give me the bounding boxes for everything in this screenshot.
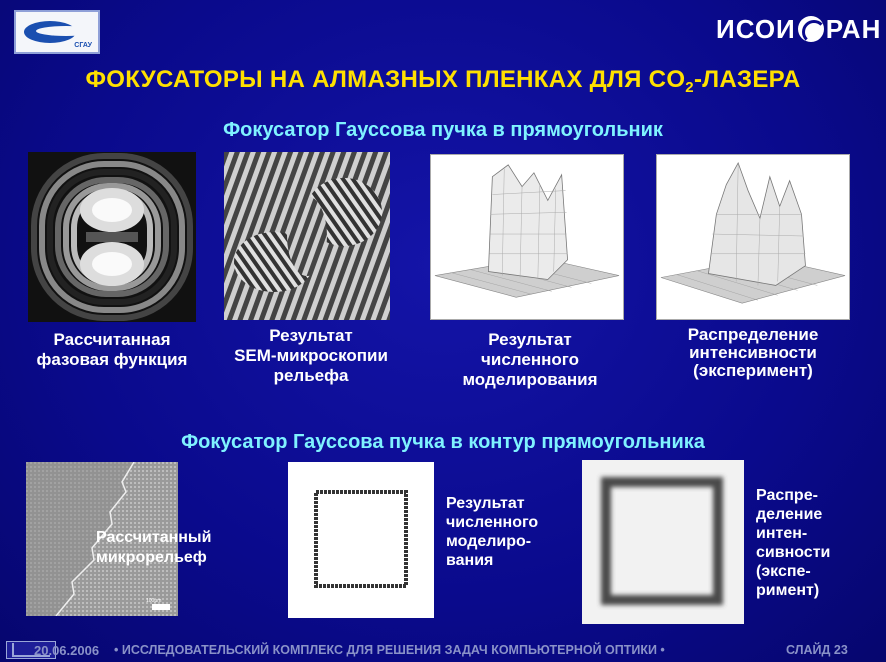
- scale-bar-label: 100μm: [146, 598, 162, 604]
- slide-number: СЛАЙД 23: [786, 643, 848, 657]
- caption-sim: [440, 330, 620, 390]
- caption-line: Результат: [269, 326, 353, 345]
- caption-phase: [22, 330, 202, 370]
- caption-line: фазовая функция: [36, 350, 188, 369]
- footer: [0, 638, 886, 662]
- caption-line: Результат: [488, 330, 572, 349]
- title-subscript: 2: [685, 79, 694, 96]
- caption-line: Результат: [446, 495, 525, 512]
- logo-part1: ИСОИ: [716, 13, 796, 44]
- title-tail: -ЛАЗЕРА: [693, 66, 801, 93]
- slide-title: [0, 66, 886, 96]
- caption-contour-sim: [446, 494, 538, 570]
- contour-experiment-image: [582, 460, 744, 624]
- caption-line: римент): [756, 582, 820, 599]
- logo-part2: РАН: [825, 13, 882, 44]
- phase-function-image: [28, 152, 196, 322]
- caption-line: Рассчитанный: [96, 529, 212, 546]
- caption-line: интенсивности: [689, 343, 817, 362]
- caption-line: (экспе-: [756, 563, 811, 580]
- section2-heading: Фокусатор Гауссова пучка в контур прямоугольника: [181, 431, 705, 453]
- caption-exp: [658, 326, 848, 380]
- caption-line: SEM-микроскопии: [234, 346, 388, 365]
- caption-line: Распре-: [756, 487, 818, 504]
- caption-sem: [216, 326, 406, 386]
- footer-date: 20.06.2006: [34, 643, 100, 658]
- caption-line: численного: [481, 350, 579, 369]
- contour-simulation-image: [288, 462, 434, 618]
- caption-line: интен-: [756, 525, 808, 542]
- caption-line: моделиро-: [446, 533, 532, 550]
- title-text: ФОКУСАТОРЫ НА АЛМАЗНЫХ ПЛЕНКАХ ДЛЯ CO: [85, 66, 686, 93]
- caption-line: сивности: [756, 544, 831, 561]
- caption-line: вания: [446, 552, 494, 569]
- caption-line: Рассчитанная: [53, 330, 171, 349]
- caption-contour-exp: [756, 486, 830, 600]
- caption-line: численного: [446, 514, 539, 531]
- logo-swoosh: [36, 26, 96, 36]
- caption-line: Распределение: [687, 325, 819, 344]
- caption-line: деление: [756, 506, 823, 523]
- caption-line: (эксперимент): [693, 361, 813, 380]
- caption-line: микрорельеф: [96, 549, 207, 566]
- ipsi-ras-logo: [716, 12, 881, 46]
- ssau-logo: [14, 10, 100, 54]
- logo-text: СГАУ: [74, 42, 92, 49]
- footer-text: • ИССЛЕДОВАТЕЛЬСКИЙ КОМПЛЕКС ДЛЯ РЕШЕНИЯ ЗАДАЧ КОМПЬЮТЕРНОЙ ОПТИКИ •: [114, 643, 665, 657]
- simulation-3d-image: [430, 154, 624, 320]
- experiment-3d-image: [656, 154, 850, 320]
- sem-relief-image: [224, 152, 390, 320]
- section1-heading: Фокусатор Гауссова пучка в прямоугольник: [223, 119, 663, 141]
- caption-line: рельефа: [273, 366, 349, 385]
- caption-line: моделирования: [462, 370, 598, 389]
- caption-relief: [96, 528, 211, 568]
- globe-icon: [798, 16, 824, 42]
